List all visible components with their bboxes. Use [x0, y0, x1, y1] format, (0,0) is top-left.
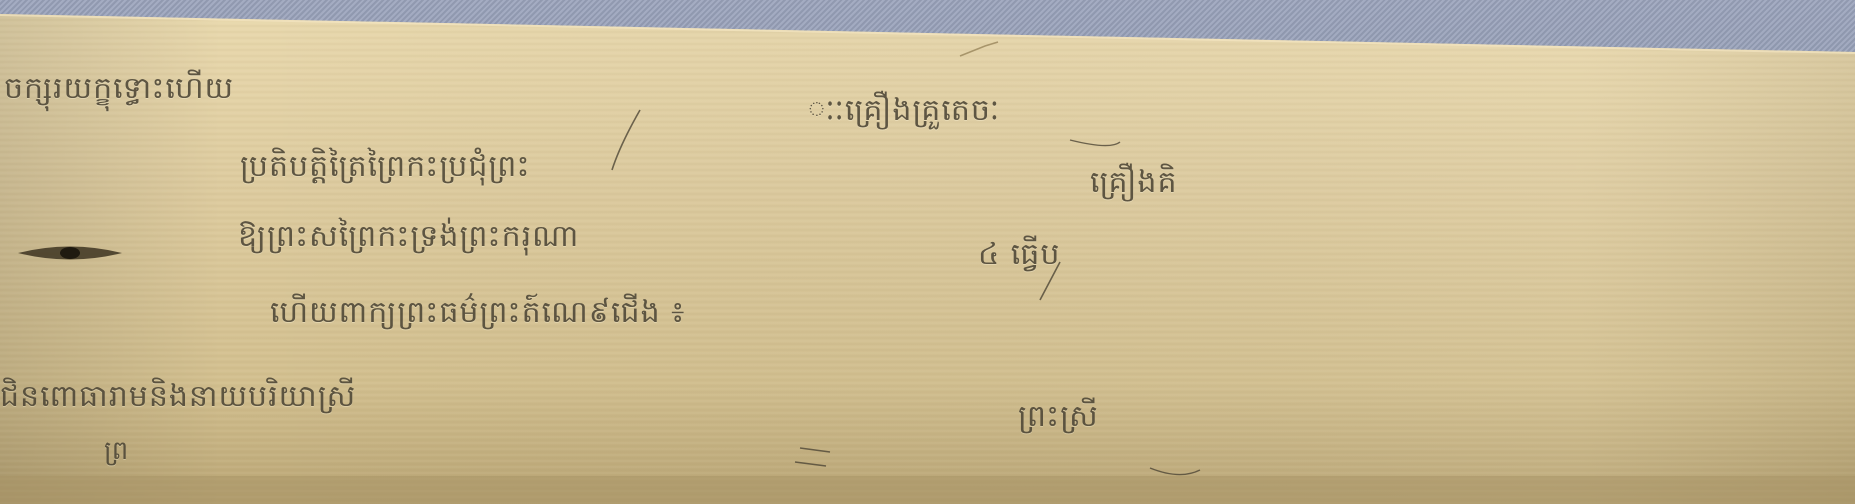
manuscript-line-6: ព្រ — [104, 436, 130, 466]
manuscript-line-3: ឱ្យព្រះសព្រៃកះទ្រង់ព្រះករុណា — [238, 219, 580, 254]
manuscript-line-1: ចក្សុរយក្ខុទ្ធោះហើយ — [4, 71, 235, 106]
manuscript-line-5: ជិនពោធារាមនិងនាយបរិយាស្រី — [0, 379, 357, 414]
manuscript-line-4: ហើយពាក្យព្រះធម៌ព្រះត៍ណេ៩ជើង ៖ — [270, 295, 686, 330]
manuscript-line-5b: ព្រះស្រី — [1018, 399, 1099, 434]
manuscript-line-2: ប្រតិបត្តិត្រៃព្រៃកះប្រជុំព្រះ — [240, 149, 531, 184]
manuscript-line-1b: ៈៈគ្រឿងគ្រួតេចៈ — [808, 93, 1001, 128]
manuscript-line-2b: គ្រឿងគិ — [1090, 165, 1178, 200]
manuscript-line-3b: ៤ ធ្វើប — [978, 237, 1061, 272]
